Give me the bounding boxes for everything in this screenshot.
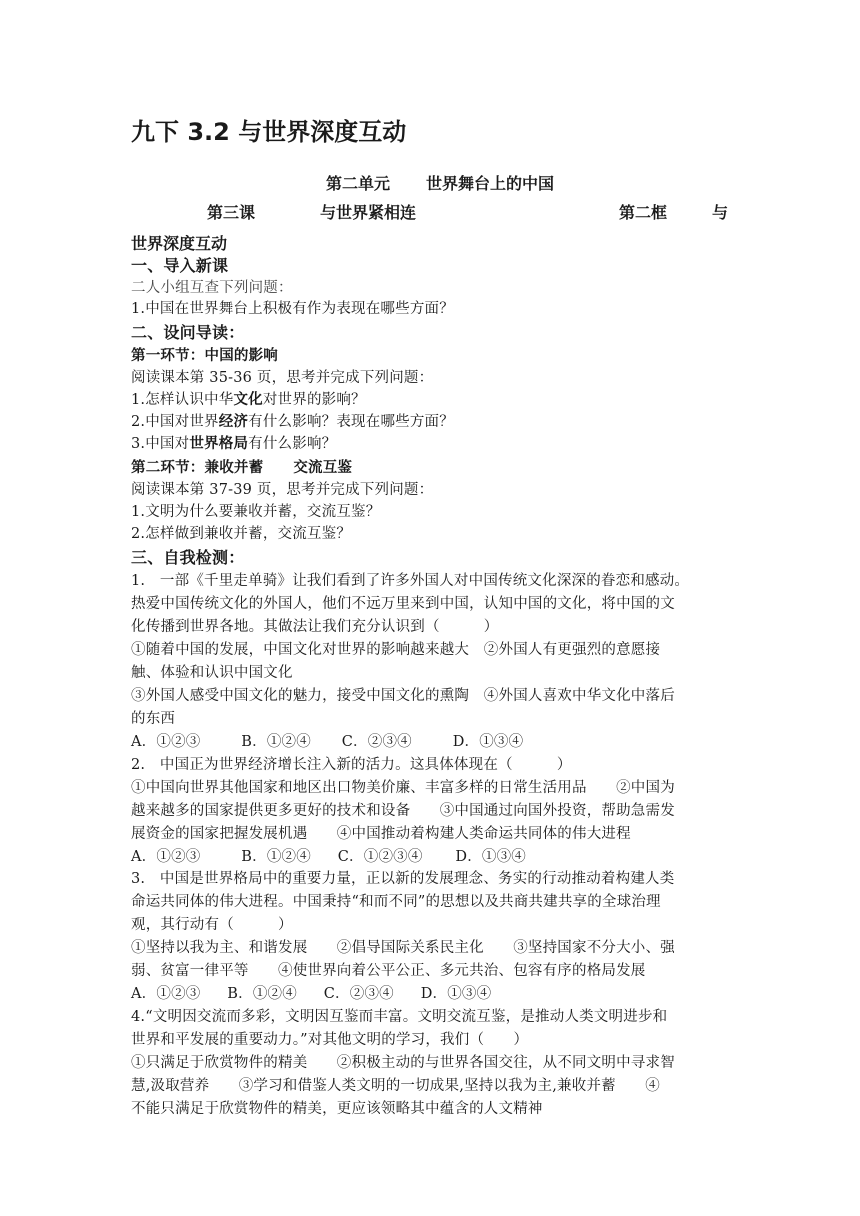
test-q2-line: 2. 中国正为世界经济增长注入新的活力。这具体体现在（ ）	[131, 757, 572, 773]
part1-heading: 第一环节：中国的影响	[131, 348, 278, 364]
test-q3-line: 3. 中国是世界格局中的重要力量，正以新的发展理念、务实的行动推动着构建人类	[131, 871, 675, 887]
part2-heading: 第二环节：兼收并蓄 交流互鉴	[131, 460, 353, 476]
part1-reading: 阅读课本第 35-36 页，思考并完成下列问题：	[131, 370, 434, 386]
test-q1-line: 化传播到世界各地。其做法让我们充分认识到（ ）	[131, 619, 499, 635]
frame-title-part-a: 与	[712, 203, 729, 222]
unit-title: 世界舞台上的中国	[426, 174, 555, 193]
part1-question-1: 1.怎样认识中华文化对世界的影响？	[131, 392, 366, 408]
test-q4-line: 慧,汲取营养 ③学习和借鉴人类文明的一切成果,坚持以我为主,兼收并蓄 ④	[131, 1078, 660, 1094]
test-q4-line: 不能只满足于欣赏物件的精美，更应该领略其中蕴含的人文精神	[131, 1101, 543, 1117]
option-b: B．①②④	[227, 986, 297, 1002]
test-q3-line: 观，其行动有（ ）	[131, 917, 293, 933]
test-q3-line: ①坚持以我为主、和谐发展 ②倡导国际关系民主化 ③坚持国家不分大小、强	[131, 940, 675, 956]
option-b: B．①②④	[241, 734, 311, 750]
option-c: C．②③④	[341, 734, 412, 750]
option-c: C．②③④	[323, 986, 394, 1002]
intro-heading: 一、导入新课	[131, 256, 229, 275]
lesson-title: 与世界紧相连	[320, 203, 417, 222]
option-a: A．①②③	[131, 986, 201, 1002]
lesson-name: 第三课	[207, 203, 256, 222]
test-q2-line: 展资金的国家把握发展机遇 ④中国推动着构建人类命运共同体的伟大进程	[131, 826, 631, 842]
option-a: A．①②③	[131, 734, 201, 750]
option-c: C．①②③④	[337, 849, 423, 865]
test-q1-line: ③外国人感受中国文化的魅力，接受中国文化的熏陶 ④外国人喜欢中华文化中落后	[131, 688, 675, 704]
part2-reading: 阅读课本第 37-39 页，思考并完成下列问题：	[131, 482, 434, 498]
test-q4-line: ①只满足于欣赏物件的精美 ②积极主动的与世界各国交往，从不同文明中寻求智	[131, 1055, 675, 1071]
test-q2-line: ①中国向世界其他国家和地区出口物美价廉、丰富多样的日常生活用品 ②中国为	[131, 780, 675, 796]
test-q3-line: 命运共同体的伟大进程。中国秉持“和而不同”的思想以及共商共建共享的全球治理	[131, 894, 661, 910]
test-q4-line: 4.“文明因交流而多彩，文明因互鉴而丰富。文明交流互鉴，是推动人类文明进步和	[131, 1009, 668, 1025]
test-q4-line: 世界和平发展的重要动力。”对其他文明的学习，我们（ ）	[131, 1032, 529, 1048]
frame-name: 第二框	[619, 203, 668, 222]
test-q2-options	[131, 846, 731, 869]
test-heading: 三、自我检测：	[131, 548, 245, 567]
test-q1-line: ①随着中国的发展，中国文化对世界的影响越来越大 ②外国人有更强烈的意愿接	[131, 642, 661, 658]
option-d: D．①③④	[420, 986, 492, 1002]
test-q3-line: 弱、贫富一律平等 ④使世界向着公平公正、多元共治、包容有序的格局发展	[131, 963, 646, 979]
page-title: 九下 3.2 与世界深度互动	[131, 118, 407, 146]
test-q1-line: 的东西	[131, 711, 176, 727]
test-q1-line: 触、体验和认识中国文化	[131, 665, 293, 681]
part1-question-2: 2.中国对世界经济有什么影响？表现在哪些方面？	[131, 414, 454, 430]
test-q2-line: 越来越多的国家提供更多更好的技术和设备 ③中国通过向国外投资，帮助急需发	[131, 803, 675, 819]
test-q1-line: 热爱中国传统文化的外国人，他们不远万里来到中国，认知中国的文化，将中国的文	[131, 596, 675, 612]
part2-question-2: 2.怎样做到兼收并蓄，交流互鉴？	[131, 526, 352, 542]
unit-heading	[326, 171, 554, 194]
part2-question-1: 1.文明为什么要兼收并蓄，交流互鉴？	[131, 504, 381, 520]
intro-question-1: 1.中国在世界舞台上积极有作为表现在哪些方面？	[131, 301, 454, 317]
intro-prompt: 二人小组互查下列问题：	[131, 280, 293, 296]
unit-name: 第二单元	[326, 174, 391, 193]
option-d: D．①③④	[452, 734, 524, 750]
option-b: B．①②④	[241, 849, 311, 865]
part1-question-3: 3.中国对世界格局有什么影响？	[131, 436, 337, 452]
option-d: D．①③④	[455, 849, 527, 865]
test-q1-line: 1. 一部《千里走单骑》让我们看到了许多外国人对中国传统文化深深的眷恋和感动。	[131, 573, 690, 589]
frame-title-part-b: 世界深度互动	[131, 234, 228, 253]
test-q3-options	[131, 983, 731, 1006]
option-a: A．①②③	[131, 849, 201, 865]
test-q1-options	[131, 731, 731, 754]
guide-heading: 二、设问导读：	[131, 323, 245, 342]
